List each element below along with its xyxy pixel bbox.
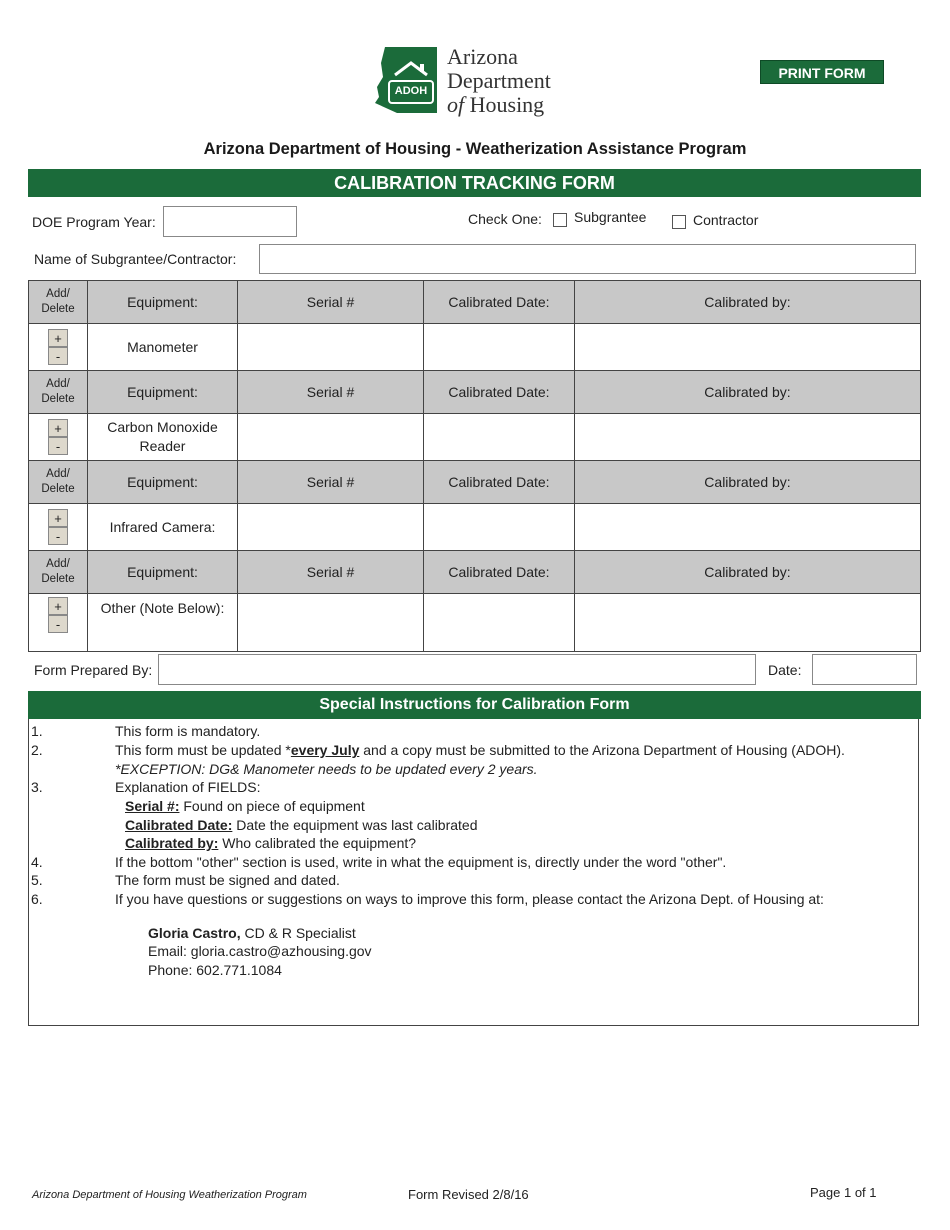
logo-line-housing: of Housing — [447, 92, 545, 117]
name-subgrantee-input[interactable] — [259, 244, 916, 274]
doe-program-year-label: DOE Program Year: — [32, 214, 156, 230]
instruction-number: 1. — [31, 723, 43, 739]
calibrated-date-header: Calibrated Date: — [424, 281, 575, 324]
add-row-button[interactable]: + — [48, 419, 68, 437]
equipment-table — [28, 280, 921, 652]
logo-line-department: Department — [447, 68, 551, 93]
add-row-button[interactable]: + — [48, 597, 68, 615]
table-row — [29, 324, 921, 371]
table-row — [29, 414, 921, 461]
table-header-row — [29, 371, 921, 414]
table-row — [29, 594, 921, 652]
add-delete-header: Add/ Delete — [29, 371, 88, 414]
add-delete-cell — [29, 414, 88, 461]
instructions-title: Special Instructions for Calibration Form — [319, 696, 630, 713]
contact-phone: Phone: 602.771.1084 — [148, 962, 282, 978]
equipment-name: Carbon Monoxide Reader — [88, 414, 238, 461]
instruction-number: 2. — [31, 742, 43, 758]
calibrated-date-header: Calibrated Date: — [424, 461, 575, 504]
instruction-2-exception: *EXCEPTION: DG& Manometer needs to be updated every 2 years. — [115, 761, 538, 777]
calibrated-by-input[interactable] — [575, 324, 921, 371]
calibrated-by-header: Calibrated by: — [575, 551, 921, 594]
equipment-header: Equipment: — [88, 461, 238, 504]
instruction-6: If you have questions or suggestions on ways to improve this form, please contact the Arizona Dept. of Housing at: — [115, 891, 824, 907]
add-delete-cell — [29, 504, 88, 551]
program-subtitle: Arizona Department of Housing - Weatherization Assistance Program — [203, 140, 747, 158]
equipment-header: Equipment: — [88, 371, 238, 414]
calibrated-date-input[interactable] — [424, 504, 575, 551]
table-header-row — [29, 281, 921, 324]
field-serial-explanation: Serial #: Found on piece of equipment — [125, 798, 365, 814]
equipment-name: Infrared Camera: — [88, 504, 238, 551]
equipment-header: Equipment: — [88, 281, 238, 324]
add-delete-header: Add/ Delete — [29, 461, 88, 504]
equipment-name: Other (Note Below): — [88, 594, 238, 652]
prepared-by-label: Form Prepared By: — [34, 662, 153, 678]
logo-line-arizona: Arizona — [447, 44, 518, 69]
instructions-banner — [28, 691, 921, 719]
add-delete-cell — [29, 594, 88, 652]
delete-row-button[interactable]: - — [48, 437, 68, 455]
footer-page-number: Page 1 of 1 — [810, 1185, 877, 1200]
delete-row-button[interactable]: - — [48, 347, 68, 365]
serial-input[interactable] — [238, 324, 424, 371]
calibrated-by-header: Calibrated by: — [575, 281, 921, 324]
calibrated-by-input[interactable] — [575, 504, 921, 551]
instruction-number: 4. — [31, 854, 43, 870]
serial-header: Serial # — [238, 461, 424, 504]
calibrated-date-header: Calibrated Date: — [424, 551, 575, 594]
calibrated-date-input[interactable] — [424, 594, 575, 652]
contractor-checkbox[interactable] — [672, 215, 686, 229]
calibrated-by-input[interactable] — [575, 414, 921, 461]
calibrated-by-header: Calibrated by: — [575, 371, 921, 414]
instruction-2: This form must be updated *every July and a copy must be submitted to the Arizona Department of Housing (ADOH). — [115, 742, 845, 758]
add-delete-header: Add/ Delete — [29, 281, 88, 324]
table-header-row — [29, 461, 921, 504]
subgrantee-checkbox[interactable] — [553, 213, 567, 227]
instruction-4: If the bottom "other" section is used, write in what the equipment is, directly under the word "other". — [115, 854, 727, 870]
table-header-row — [29, 551, 921, 594]
contact-email: Email: gloria.castro@azhousing.gov — [148, 943, 372, 959]
serial-header: Serial # — [238, 551, 424, 594]
footer-revised: Form Revised 2/8/16 — [408, 1187, 529, 1202]
serial-header: Serial # — [238, 281, 424, 324]
prepared-by-input[interactable] — [158, 654, 756, 685]
calibrated-by-input[interactable] — [575, 594, 921, 652]
instruction-number: 3. — [31, 779, 43, 795]
equipment-header: Equipment: — [88, 551, 238, 594]
form-title: CALIBRATION TRACKING FORM — [334, 173, 615, 193]
instruction-5: The form must be signed and dated. — [115, 872, 340, 888]
delete-row-button[interactable]: - — [48, 615, 68, 633]
arizona-state-icon — [375, 47, 441, 115]
serial-input[interactable] — [238, 594, 424, 652]
doe-program-year-input[interactable] — [163, 206, 297, 237]
check-one-label: Check One: — [468, 211, 542, 227]
instructions-box — [28, 719, 919, 1026]
add-delete-cell — [29, 324, 88, 371]
calibrated-date-header: Calibrated Date: — [424, 371, 575, 414]
delete-row-button[interactable]: - — [48, 527, 68, 545]
contact-name: Gloria Castro, CD & R Specialist — [148, 925, 356, 941]
print-form-button[interactable]: PRINT FORM — [760, 60, 884, 84]
date-label: Date: — [768, 662, 802, 678]
equipment-name: Manometer — [88, 324, 238, 371]
date-input[interactable] — [812, 654, 917, 685]
serial-input[interactable] — [238, 504, 424, 551]
form-title-banner — [28, 169, 921, 197]
adoh-logo — [375, 45, 570, 117]
calibrated-date-input[interactable] — [424, 324, 575, 371]
instruction-3: Explanation of FIELDS: — [115, 779, 261, 795]
add-row-button[interactable]: + — [48, 509, 68, 527]
instruction-number: 6. — [31, 891, 43, 907]
logo-badge-text: ADOH — [394, 85, 428, 97]
contractor-label: Contractor — [693, 212, 759, 228]
serial-header: Serial # — [238, 371, 424, 414]
instruction-1: This form is mandatory. — [115, 723, 261, 739]
table-row — [29, 504, 921, 551]
add-delete-header: Add/ Delete — [29, 551, 88, 594]
instruction-number: 5. — [31, 872, 43, 888]
footer-program: Arizona Department of Housing Weatherization Program — [32, 1189, 307, 1201]
calibrated-by-header: Calibrated by: — [575, 461, 921, 504]
calibrated-date-input[interactable] — [424, 414, 575, 461]
name-subgrantee-label: Name of Subgrantee/Contractor: — [34, 251, 237, 267]
field-by-explanation: Calibrated by: Who calibrated the equipment? — [125, 835, 417, 851]
serial-input[interactable] — [238, 414, 424, 461]
add-row-button[interactable]: + — [48, 329, 68, 347]
subgrantee-label: Subgrantee — [574, 209, 647, 225]
field-date-explanation: Calibrated Date: Date the equipment was last calibrated — [125, 817, 478, 833]
